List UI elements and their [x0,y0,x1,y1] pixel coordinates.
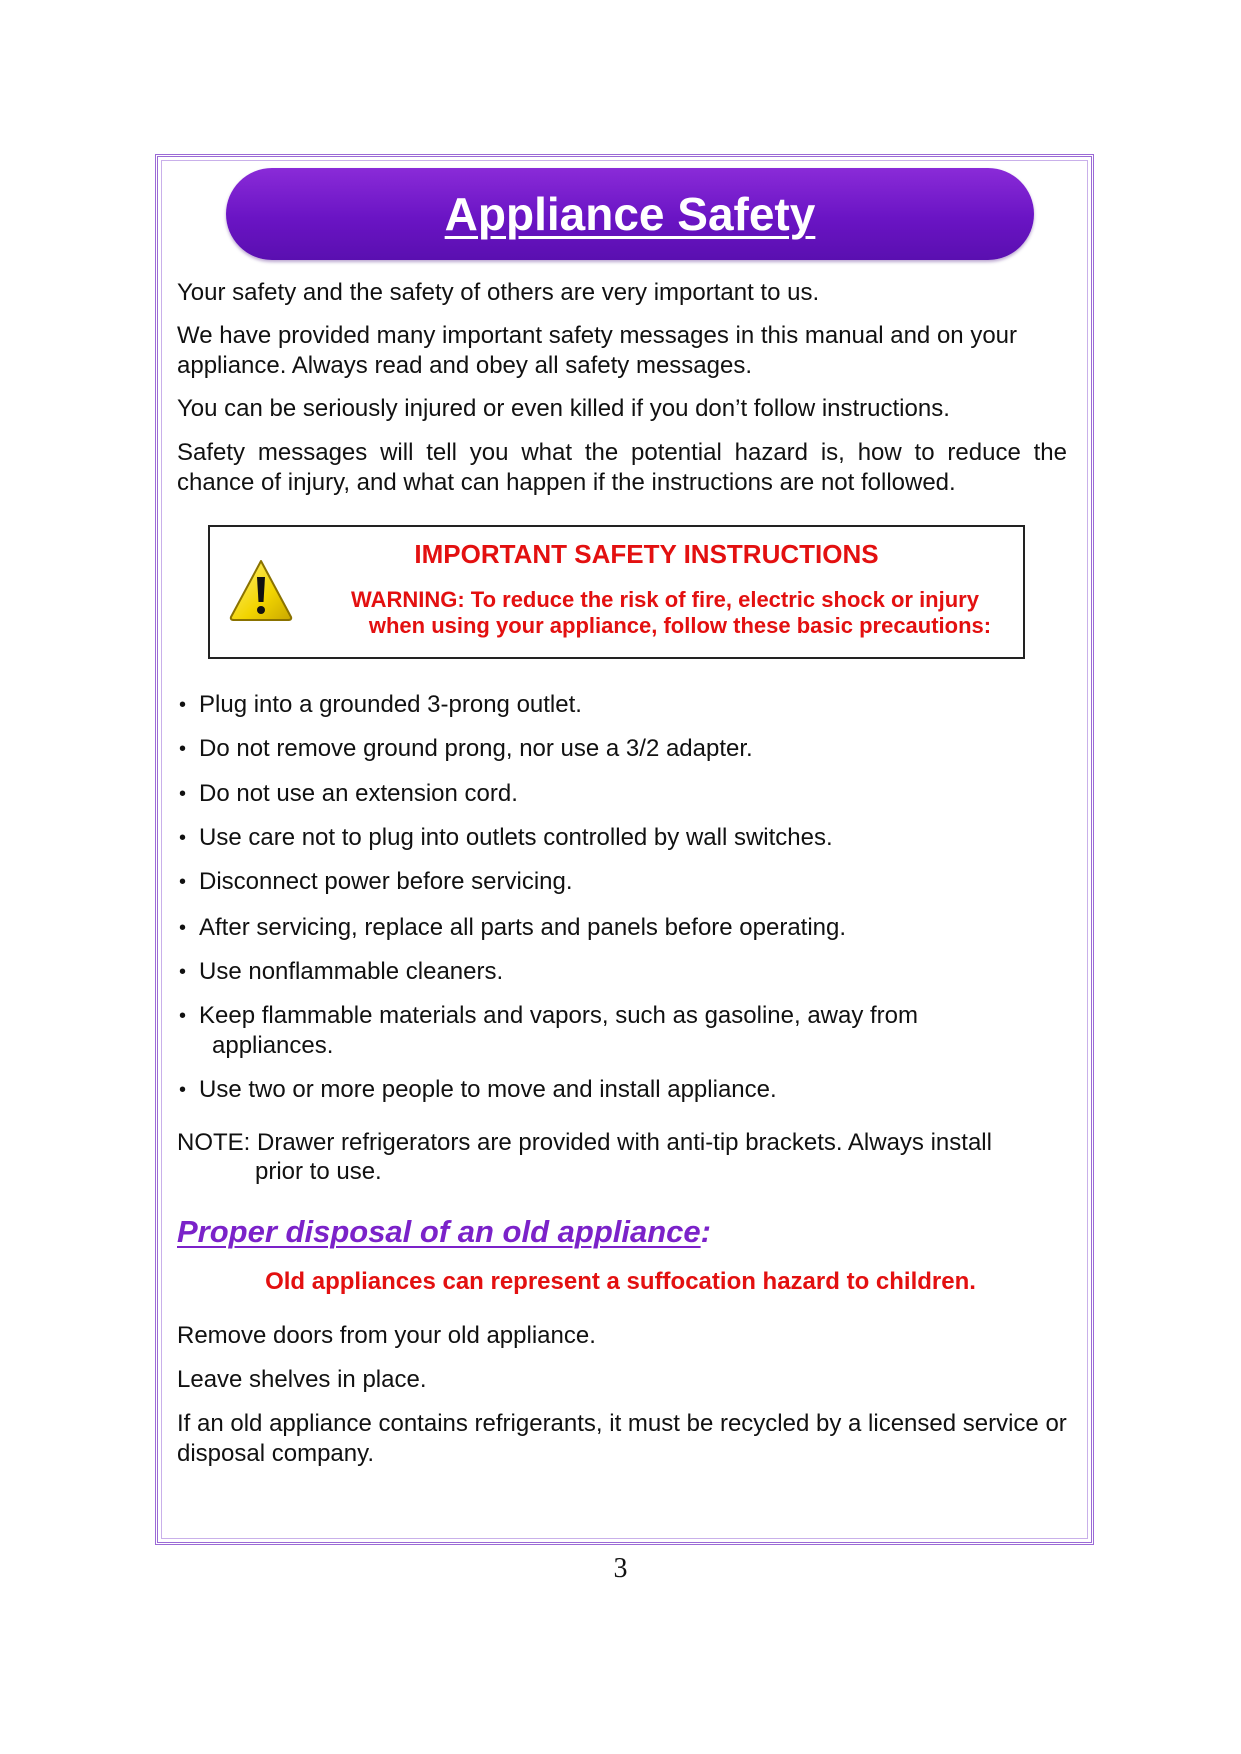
intro-paragraph-4: Safety messages will tell you what the potential hazard is, how to reduce the chance of injury, and what can happen if the instructions are not followed. [177,439,1067,496]
intro-paragraph-1: Your safety and the safety of others are very important to us. [177,279,820,306]
note-line-2: prior to use. [255,1158,382,1185]
list-item: • Use nonflammable cleaners. [179,958,504,985]
precautions-list [177,690,1067,1119]
note-line-1: NOTE: Drawer refrigerators are provided with anti-tip brackets. Always install [177,1129,992,1156]
disposal-step-1: Remove doors from your old appliance. [177,1322,596,1349]
intro-paragraph-3: You can be seriously injured or even killed if you don’t follow instructions. [177,395,950,422]
list-item: • Disconnect power before servicing. [179,868,573,895]
list-item: • Plug into a grounded 3-prong outlet. [179,691,582,718]
page-title: Appliance Safety [444,188,816,240]
disposal-step-2: Leave shelves in place. [177,1366,427,1393]
page-number: 3 [613,1553,628,1584]
disposal-heading: Proper disposal of an old appliance: [177,1214,711,1249]
list-item: • Do not remove ground prong, nor use a 3/2 adapter. [179,735,753,762]
intro-paragraph-2: We have provided many important safety messages in this manual and on your appliance. Always read and obey all safety messages. [177,322,1017,379]
list-item: • Do not use an extension cord. [179,780,518,807]
disposal-step-3: If an old appliance contains refrigerants, it must be recycled by a licensed service or disposal company. [177,1410,1067,1467]
warning-text [315,587,1015,639]
important-safety-box [208,525,1025,659]
suffocation-warning: Old appliances can represent a suffocation hazard to children. [265,1268,976,1295]
list-item: • Use care not to plug into outlets controlled by wall switches. [179,824,833,851]
warning-line-2: when using your appliance, follow these basic precautions: [368,613,992,638]
note-paragraph [177,1128,1067,1186]
list-item: • After servicing, replace all parts and panels before operating. [179,914,847,941]
list-item: • Keep flammable materials and vapors, such as gasoline, away from appliances. [179,1002,919,1059]
warning-line-1: WARNING: To reduce the risk of fire, electric shock or injury [351,587,979,612]
important-safety-heading: IMPORTANT SAFETY INSTRUCTIONS [414,539,879,569]
list-item: • Use two or more people to move and install appliance. [179,1076,777,1103]
title-banner [226,168,1034,260]
